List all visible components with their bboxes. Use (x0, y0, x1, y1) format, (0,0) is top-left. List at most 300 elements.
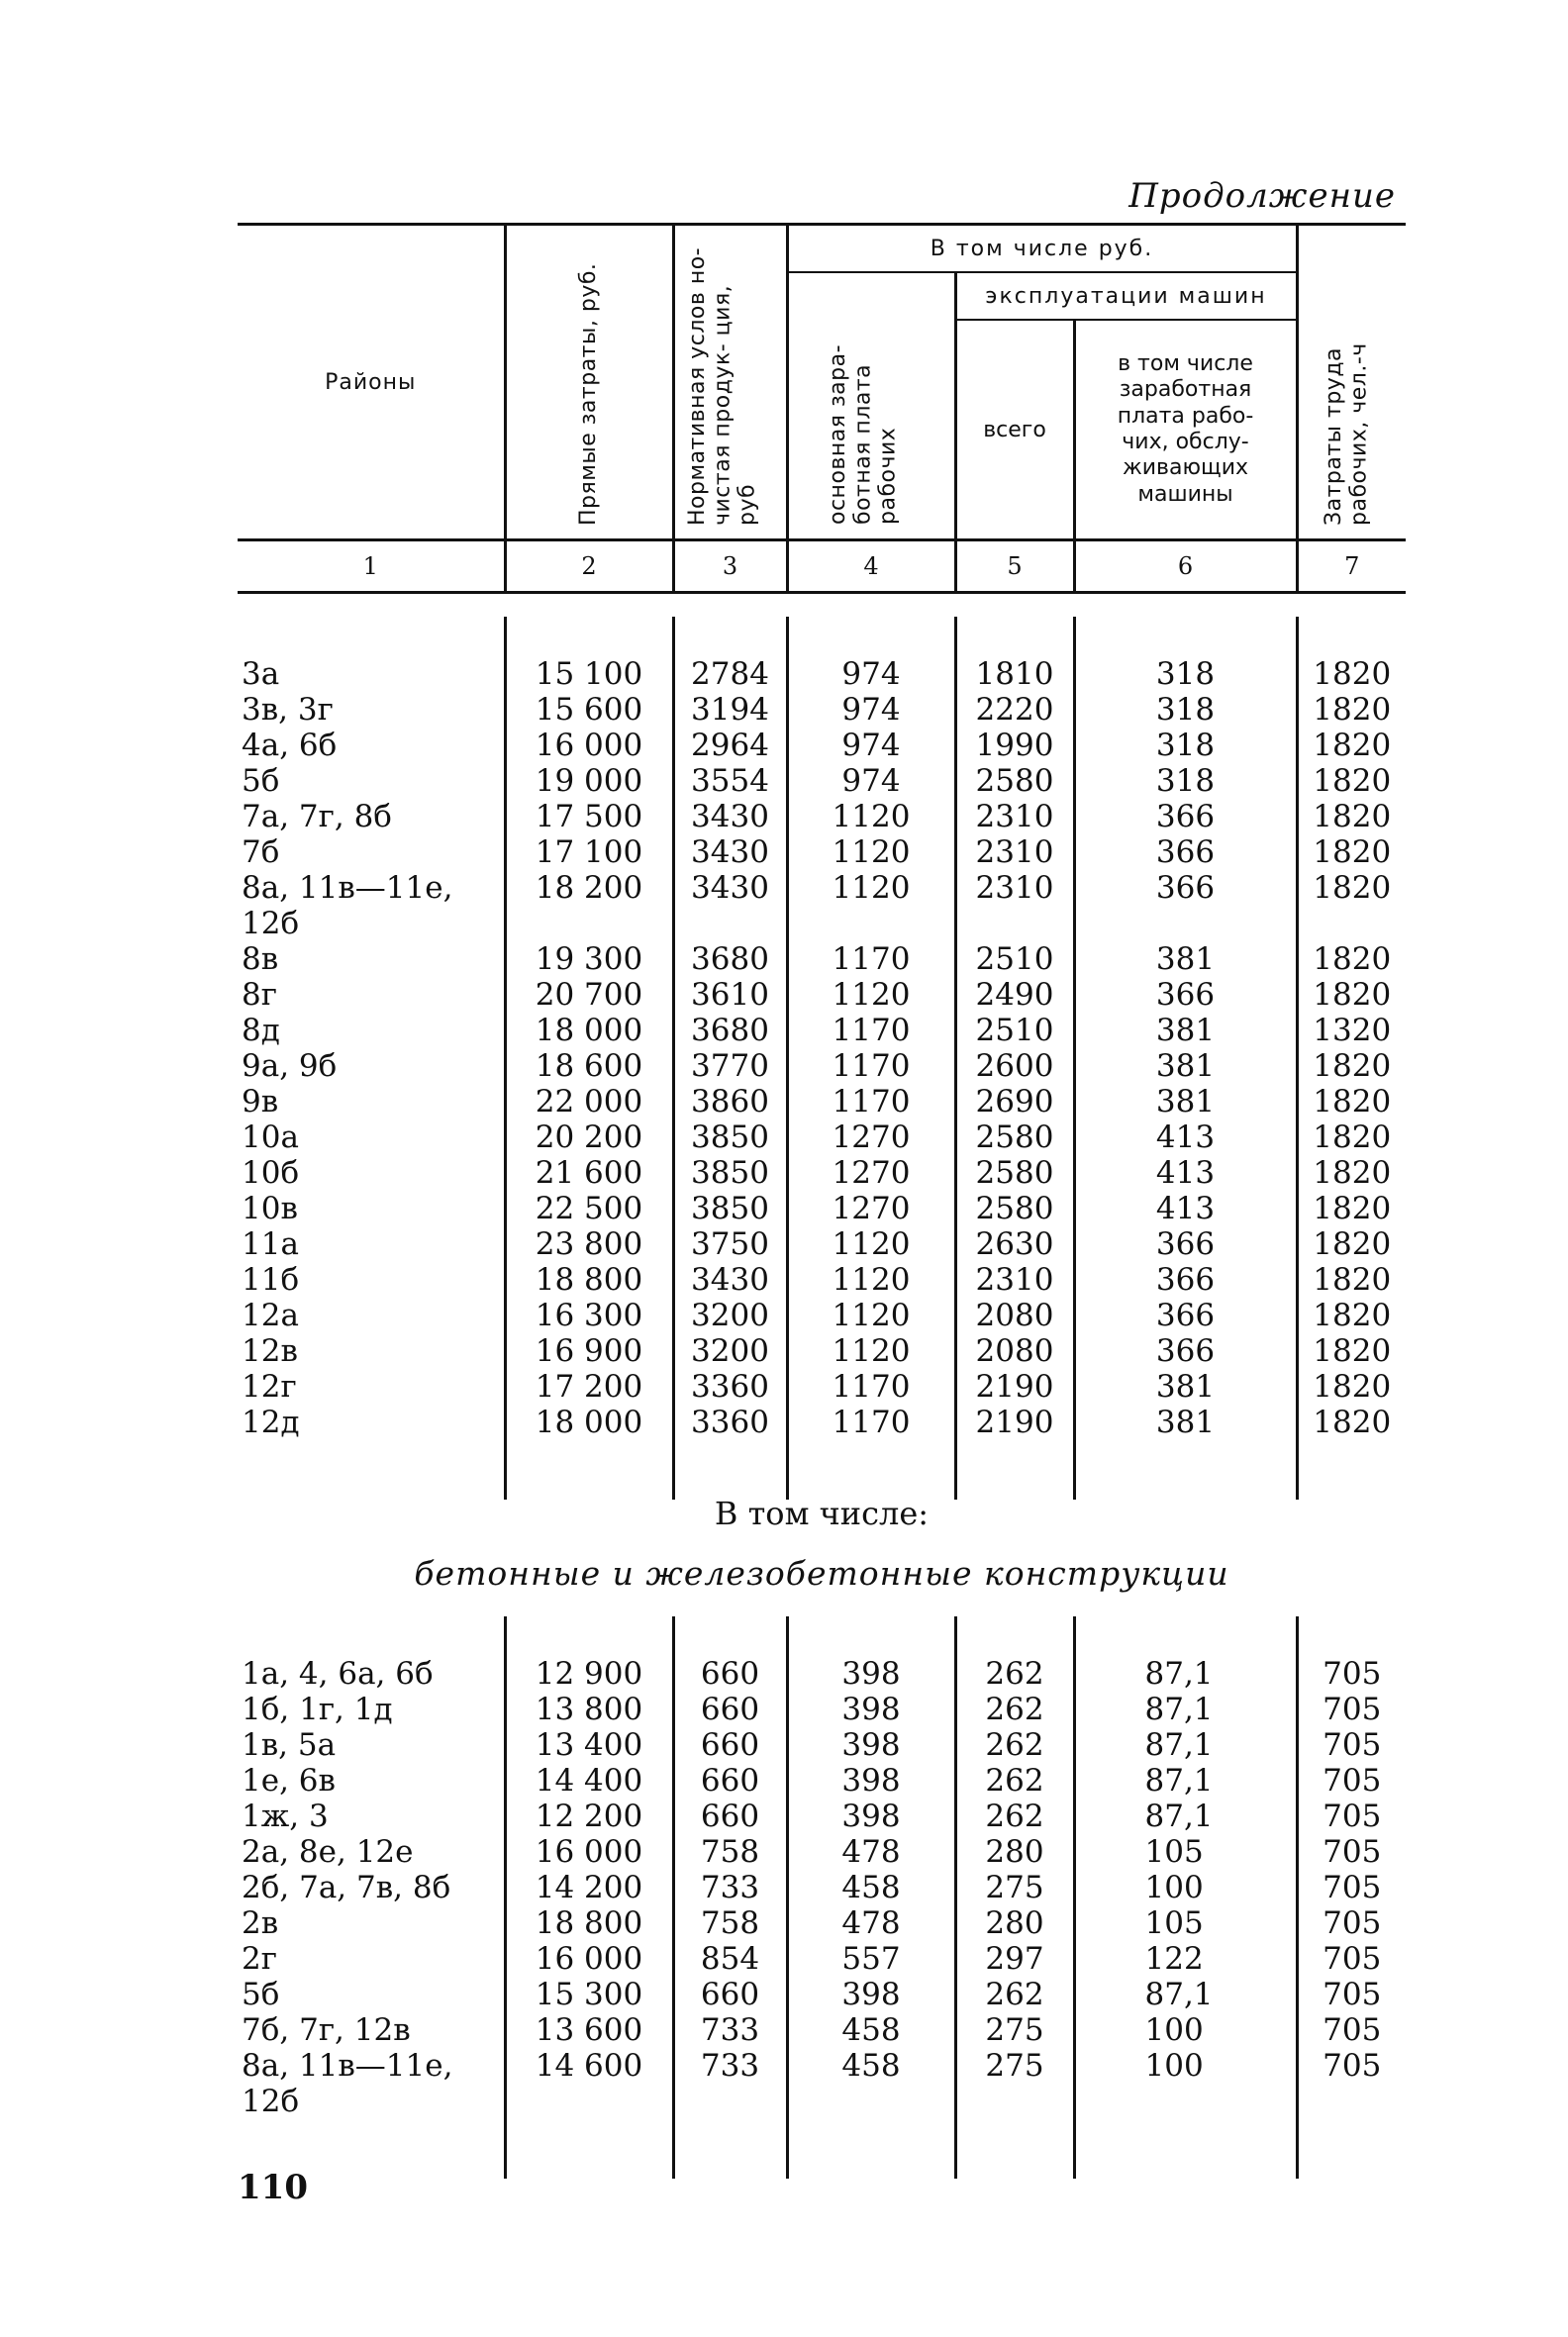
district-cell: 1а, 4, 6а, 6б (242, 1656, 434, 1692)
direct-costs-cell: 16 000 (505, 728, 673, 763)
machines-total-cell: 1990 (955, 728, 1074, 763)
table-row (238, 1048, 1406, 1084)
norm-production-cell: 854 (673, 1941, 787, 1977)
norm-production-cell: 3194 (673, 692, 787, 728)
machines-wage-cell: 122 (1074, 1941, 1297, 1977)
table-row (238, 1941, 1406, 1977)
base-wage-cell: 398 (787, 1692, 955, 1727)
header-machines-total: всего (955, 320, 1074, 540)
labor-cell: 1820 (1297, 692, 1406, 728)
direct-costs-cell: 18 000 (505, 1013, 673, 1048)
district-cell: 7а, 7г, 8б (242, 799, 392, 834)
direct-costs-cell: 16 900 (505, 1333, 673, 1369)
table-row (238, 1834, 1406, 1870)
header-districts: Районы (325, 369, 417, 395)
spacer-cell (673, 1440, 787, 1500)
table-row (238, 763, 1406, 799)
district-cell: 2в (242, 1905, 279, 1941)
machines-wage-cell: 366 (1074, 1262, 1297, 1298)
direct-costs-cell: 13 800 (505, 1692, 673, 1727)
machines-total-cell: 262 (955, 1977, 1074, 2012)
district-cell: 12а (242, 1298, 299, 1333)
labor-cell: 1820 (1297, 870, 1406, 941)
direct-costs-cell: 18 800 (505, 1262, 673, 1298)
norm-production-cell: 660 (673, 1799, 787, 1834)
table-row (238, 1120, 1406, 1155)
labor-cell: 1820 (1297, 656, 1406, 692)
direct-costs-cell: 14 600 (505, 2048, 673, 2119)
table-header (238, 226, 1406, 594)
table-row (238, 1799, 1406, 1834)
spacer-cell (1074, 1616, 1297, 1656)
machines-total-cell: 2080 (955, 1333, 1074, 1369)
direct-costs-cell: 16 000 (505, 1834, 673, 1870)
machines-wage-cell: 366 (1074, 834, 1297, 870)
col-number: 2 (505, 540, 673, 593)
machines-wage-cell: 87,1 (1074, 1799, 1297, 1834)
district-cell: 8г (242, 977, 277, 1013)
labor-cell: 1820 (1297, 941, 1406, 977)
spacer-cell (1297, 1616, 1406, 1656)
norm-production-cell: 733 (673, 2012, 787, 2048)
section-intro: В том числе: (714, 1495, 930, 1532)
base-wage-cell: 1120 (787, 1262, 955, 1298)
norm-production-cell: 3554 (673, 763, 787, 799)
machines-total-cell: 297 (955, 1941, 1074, 1977)
district-cell: 11б (242, 1262, 300, 1298)
spacer-cell (955, 2119, 1074, 2179)
base-wage-cell: 398 (787, 1977, 955, 2012)
norm-production-cell: 733 (673, 2048, 787, 2119)
district-cell: 10б (242, 1155, 300, 1191)
norm-production-cell: 2784 (673, 656, 787, 692)
machines-total-cell: 262 (955, 1727, 1074, 1763)
base-wage-cell: 1270 (787, 1191, 955, 1226)
norm-production-cell: 660 (673, 1763, 787, 1799)
direct-costs-cell: 15 100 (505, 656, 673, 692)
table-row (238, 1727, 1406, 1763)
table-row (238, 799, 1406, 834)
machines-total-cell: 2580 (955, 1191, 1074, 1226)
base-wage-cell: 478 (787, 1905, 955, 1941)
norm-production-cell: 3360 (673, 1405, 787, 1440)
norm-production-cell: 3430 (673, 1262, 787, 1298)
norm-production-cell: 733 (673, 1870, 787, 1905)
machines-wage-cell: 318 (1074, 728, 1297, 763)
direct-costs-cell: 19 000 (505, 763, 673, 799)
labor-cell: 705 (1297, 1656, 1406, 1692)
machines-wage-cell: 87,1 (1074, 1656, 1297, 1692)
machines-total-cell: 2190 (955, 1369, 1074, 1405)
norm-production-cell: 3860 (673, 1084, 787, 1120)
table-row (238, 1298, 1406, 1333)
table-row (238, 1013, 1406, 1048)
base-wage-cell: 1120 (787, 1333, 955, 1369)
machines-total-cell: 2310 (955, 1262, 1074, 1298)
spacer-cell (1074, 1440, 1297, 1500)
spacer-cell (1297, 617, 1406, 656)
table-row (238, 1905, 1406, 1941)
machines-total-cell: 2510 (955, 1013, 1074, 1048)
base-wage-cell: 398 (787, 1799, 955, 1834)
norm-production-cell: 3430 (673, 799, 787, 834)
direct-costs-cell: 18 600 (505, 1048, 673, 1084)
direct-costs-cell: 23 800 (505, 1226, 673, 1262)
direct-costs-cell: 15 600 (505, 692, 673, 728)
labor-cell: 1820 (1297, 763, 1406, 799)
machines-total-cell: 2600 (955, 1048, 1074, 1084)
col-number: 5 (955, 540, 1074, 593)
machines-wage-cell: 413 (1074, 1191, 1297, 1226)
direct-costs-cell: 17 100 (505, 834, 673, 870)
spacer-cell (1074, 2119, 1297, 2179)
direct-costs-cell: 16 300 (505, 1298, 673, 1333)
norm-production-cell: 3750 (673, 1226, 787, 1262)
spacer-cell (955, 617, 1074, 656)
machines-total-cell: 275 (955, 2048, 1074, 2119)
machines-wage-cell: 87,1 (1074, 1692, 1297, 1727)
machines-total-cell: 275 (955, 2012, 1074, 2048)
district-cell: 8а, 11в—11е, 12б (242, 870, 453, 941)
machines-wage-cell: 105 (1074, 1834, 1297, 1870)
table-row (238, 1405, 1406, 1440)
spacer-cell (787, 2119, 955, 2179)
district-cell: 7б (242, 834, 280, 870)
machines-wage-cell: 100 (1074, 2048, 1297, 2119)
base-wage-cell: 1170 (787, 1084, 955, 1120)
district-cell: 4а, 6б (242, 728, 338, 763)
spacer-cell (238, 1616, 505, 1656)
base-wage-cell: 398 (787, 1727, 955, 1763)
base-wage-cell: 1170 (787, 1369, 955, 1405)
table-row (238, 692, 1406, 728)
labor-cell: 1820 (1297, 1191, 1406, 1226)
district-cell: 9а, 9б (242, 1048, 338, 1084)
norm-production-cell: 660 (673, 1656, 787, 1692)
machines-total-cell: 2190 (955, 1405, 1074, 1440)
machines-total-cell: 2490 (955, 977, 1074, 1013)
base-wage-cell: 1120 (787, 1298, 955, 1333)
machines-wage-cell: 318 (1074, 763, 1297, 799)
labor-cell: 1820 (1297, 1226, 1406, 1262)
col-number: 6 (1074, 540, 1297, 593)
direct-costs-cell: 16 000 (505, 1941, 673, 1977)
col-number: 4 (787, 540, 955, 593)
base-wage-cell: 458 (787, 2048, 955, 2119)
norm-production-cell: 2964 (673, 728, 787, 763)
machines-total-cell: 262 (955, 1799, 1074, 1834)
base-wage-cell: 1120 (787, 977, 955, 1013)
base-wage-cell: 974 (787, 656, 955, 692)
machines-total-cell: 2580 (955, 1155, 1074, 1191)
machines-wage-cell: 318 (1074, 692, 1297, 728)
machines-wage-cell: 381 (1074, 1369, 1297, 1405)
machines-wage-cell: 366 (1074, 1298, 1297, 1333)
base-wage-cell: 1170 (787, 1013, 955, 1048)
machines-wage-cell: 366 (1074, 799, 1297, 834)
spacer-cell (238, 617, 505, 656)
spacer-cell (673, 2119, 787, 2179)
machines-total-cell: 2310 (955, 870, 1074, 941)
machines-wage-cell: 381 (1074, 1405, 1297, 1440)
header-direct-costs: Прямые затраты, руб. (505, 226, 673, 540)
header-machines-group: эксплуатации машин (955, 272, 1297, 320)
base-wage-cell: 1170 (787, 1405, 955, 1440)
direct-costs-cell: 13 600 (505, 2012, 673, 2048)
header-labor: Затраты труда рабочих, чел.-ч (1297, 226, 1406, 540)
header-group-including: В том числе руб. (787, 226, 1297, 272)
labor-cell: 1820 (1297, 1298, 1406, 1333)
base-wage-cell: 1270 (787, 1120, 955, 1155)
header-norm-production: Нормативная услов но-чистая продук- ция, руб (673, 226, 787, 540)
labor-cell: 1820 (1297, 728, 1406, 763)
machines-wage-cell: 381 (1074, 1084, 1297, 1120)
spacer-cell (1297, 2119, 1406, 2179)
labor-cell: 1820 (1297, 834, 1406, 870)
machines-total-cell: 2220 (955, 692, 1074, 728)
district-cell: 5б (242, 763, 280, 799)
labor-cell: 705 (1297, 1977, 1406, 2012)
norm-production-cell: 3680 (673, 1013, 787, 1048)
table-row (238, 1977, 1406, 2012)
base-wage-cell: 1270 (787, 1155, 955, 1191)
machines-total-cell: 2690 (955, 1084, 1074, 1120)
district-cell: 3в, 3г (242, 692, 334, 728)
machines-total-cell: 262 (955, 1656, 1074, 1692)
norm-production-cell: 3610 (673, 977, 787, 1013)
district-cell: 2г (242, 1941, 277, 1977)
base-wage-cell: 1170 (787, 1048, 955, 1084)
machines-total-cell: 2580 (955, 1120, 1074, 1155)
machines-total-cell: 280 (955, 1905, 1074, 1941)
table-row (238, 1763, 1406, 1799)
labor-cell: 705 (1297, 2048, 1406, 2119)
machines-total-cell: 2310 (955, 799, 1074, 834)
labor-cell: 705 (1297, 1763, 1406, 1799)
machines-wage-cell: 381 (1074, 1048, 1297, 1084)
spacer-cell (787, 1440, 955, 1500)
norm-production-cell: 3770 (673, 1048, 787, 1084)
spacer-cell (505, 2119, 673, 2179)
norm-production-cell: 660 (673, 1727, 787, 1763)
district-cell: 12в (242, 1333, 298, 1369)
table-row (238, 1692, 1406, 1727)
norm-production-cell: 758 (673, 1834, 787, 1870)
machines-total-cell: 2310 (955, 834, 1074, 870)
direct-costs-cell: 18 000 (505, 1405, 673, 1440)
machines-wage-cell: 366 (1074, 870, 1297, 941)
base-wage-cell: 458 (787, 2012, 955, 2048)
norm-production-cell: 3850 (673, 1155, 787, 1191)
labor-cell: 1820 (1297, 977, 1406, 1013)
base-wage-cell: 398 (787, 1763, 955, 1799)
table-main (238, 617, 1406, 1500)
district-cell: 8в (242, 941, 279, 977)
machines-wage-cell: 366 (1074, 1226, 1297, 1262)
table-row (238, 1369, 1406, 1405)
spacer-cell (955, 1440, 1074, 1500)
base-wage-cell: 1120 (787, 870, 955, 941)
base-wage-cell: 1170 (787, 941, 955, 977)
direct-costs-cell: 21 600 (505, 1155, 673, 1191)
direct-costs-cell: 22 500 (505, 1191, 673, 1226)
norm-production-cell: 3360 (673, 1369, 787, 1405)
direct-costs-cell: 22 000 (505, 1084, 673, 1120)
base-wage-cell: 974 (787, 692, 955, 728)
norm-production-cell: 3430 (673, 870, 787, 941)
labor-cell: 1820 (1297, 1155, 1406, 1191)
machines-total-cell: 2630 (955, 1226, 1074, 1262)
direct-costs-cell: 12 900 (505, 1656, 673, 1692)
machines-wage-cell: 381 (1074, 1013, 1297, 1048)
base-wage-cell: 458 (787, 1870, 955, 1905)
district-cell: 2б, 7а, 7в, 8б (242, 1870, 451, 1905)
labor-cell: 705 (1297, 1799, 1406, 1834)
table-row (238, 1084, 1406, 1120)
labor-cell: 1320 (1297, 1013, 1406, 1048)
district-cell: 7б, 7г, 12в (242, 2012, 411, 2048)
labor-cell: 705 (1297, 1870, 1406, 1905)
district-cell: 1в, 5а (242, 1727, 337, 1763)
machines-wage-cell: 87,1 (1074, 1727, 1297, 1763)
base-wage-cell: 478 (787, 1834, 955, 1870)
spacer-cell (673, 1616, 787, 1656)
district-cell: 3а (242, 656, 280, 692)
spacer-cell (787, 1616, 955, 1656)
machines-wage-cell: 100 (1074, 2012, 1297, 2048)
norm-production-cell: 3680 (673, 941, 787, 977)
labor-cell: 1820 (1297, 1405, 1406, 1440)
section-title: бетонные и железобетонные конструкции (414, 1554, 1229, 1593)
district-cell: 11а (242, 1226, 299, 1262)
table-row (238, 656, 1406, 692)
labor-cell: 705 (1297, 1727, 1406, 1763)
norm-production-cell: 3850 (673, 1191, 787, 1226)
spacer-cell (1074, 617, 1297, 656)
table-row (238, 1155, 1406, 1191)
norm-production-cell: 3850 (673, 1120, 787, 1155)
labor-cell: 705 (1297, 1905, 1406, 1941)
district-cell: 2а, 8е, 12е (242, 1834, 414, 1870)
col-number: 1 (238, 540, 505, 593)
table-row (238, 1191, 1406, 1226)
district-cell: 8д (242, 1013, 280, 1048)
norm-production-cell: 3200 (673, 1298, 787, 1333)
table-row (238, 1226, 1406, 1262)
machines-wage-cell: 105 (1074, 1905, 1297, 1941)
district-cell: 12г (242, 1369, 297, 1405)
labor-cell: 1820 (1297, 799, 1406, 834)
table-row (238, 834, 1406, 870)
machines-total-cell: 2580 (955, 763, 1074, 799)
table-row (238, 870, 1406, 941)
spacer-cell (787, 617, 955, 656)
spacer-cell (238, 1440, 505, 1500)
labor-cell: 1820 (1297, 1369, 1406, 1405)
col-number: 3 (673, 540, 787, 593)
machines-wage-cell: 318 (1074, 656, 1297, 692)
norm-production-cell: 758 (673, 1905, 787, 1941)
table-row (238, 977, 1406, 1013)
district-cell: 8а, 11в—11е, 12б (242, 2048, 453, 2119)
district-cell: 1е, 6в (242, 1763, 336, 1799)
direct-costs-cell: 12 200 (505, 1799, 673, 1834)
table-row (238, 1656, 1406, 1692)
col-number: 7 (1297, 540, 1406, 593)
labor-cell: 705 (1297, 1692, 1406, 1727)
direct-costs-cell: 18 800 (505, 1905, 673, 1941)
spacer-cell (505, 617, 673, 656)
spacer-cell (505, 1616, 673, 1656)
machines-total-cell: 262 (955, 1763, 1074, 1799)
base-wage-cell: 1120 (787, 1226, 955, 1262)
labor-cell: 1820 (1297, 1084, 1406, 1120)
machines-total-cell: 2510 (955, 941, 1074, 977)
district-cell: 5б (242, 1977, 280, 2012)
machines-wage-cell: 413 (1074, 1120, 1297, 1155)
table-row (238, 728, 1406, 763)
base-wage-cell: 557 (787, 1941, 955, 1977)
district-cell: 1б, 1г, 1д (242, 1692, 393, 1727)
machines-wage-cell: 413 (1074, 1155, 1297, 1191)
direct-costs-cell: 17 500 (505, 799, 673, 834)
spacer-cell (673, 617, 787, 656)
spacer-cell (955, 1616, 1074, 1656)
direct-costs-cell: 20 200 (505, 1120, 673, 1155)
table-row (238, 2048, 1406, 2119)
district-cell: 10в (242, 1191, 298, 1226)
header-base-wage: основная зара- ботная плата рабочих (787, 272, 955, 540)
table-row (238, 2012, 1406, 2048)
labor-cell: 1820 (1297, 1333, 1406, 1369)
labor-cell: 705 (1297, 1941, 1406, 1977)
direct-costs-cell: 15 300 (505, 1977, 673, 2012)
direct-costs-cell: 18 200 (505, 870, 673, 941)
table-row (238, 941, 1406, 977)
norm-production-cell: 660 (673, 1692, 787, 1727)
district-cell: 1ж, 3 (242, 1799, 329, 1834)
direct-costs-cell: 19 300 (505, 941, 673, 977)
district-cell: 10а (242, 1120, 299, 1155)
machines-wage-cell: 87,1 (1074, 1977, 1297, 2012)
table-row (238, 1333, 1406, 1369)
header-machines-wage: в том числе заработная плата рабо- чих, обслу- живающих машины (1074, 320, 1297, 540)
norm-production-cell: 3200 (673, 1333, 787, 1369)
direct-costs-cell: 14 200 (505, 1870, 673, 1905)
machines-wage-cell: 381 (1074, 941, 1297, 977)
base-wage-cell: 974 (787, 728, 955, 763)
spacer-cell (505, 1440, 673, 1500)
norm-production-cell: 3430 (673, 834, 787, 870)
direct-costs-cell: 20 700 (505, 977, 673, 1013)
machines-wage-cell: 366 (1074, 1333, 1297, 1369)
table-concrete (238, 1616, 1406, 2179)
machines-wage-cell: 366 (1074, 977, 1297, 1013)
machines-total-cell: 275 (955, 1870, 1074, 1905)
machines-total-cell: 280 (955, 1834, 1074, 1870)
page-number: 110 (238, 2168, 308, 2207)
labor-cell: 1820 (1297, 1262, 1406, 1298)
direct-costs-cell: 17 200 (505, 1369, 673, 1405)
base-wage-cell: 1120 (787, 799, 955, 834)
base-wage-cell: 398 (787, 1656, 955, 1692)
base-wage-cell: 974 (787, 763, 955, 799)
labor-cell: 1820 (1297, 1120, 1406, 1155)
table-row (238, 1870, 1406, 1905)
continued-label: Продолжение (1128, 176, 1396, 216)
spacer-cell (1297, 1440, 1406, 1500)
direct-costs-cell: 14 400 (505, 1763, 673, 1799)
